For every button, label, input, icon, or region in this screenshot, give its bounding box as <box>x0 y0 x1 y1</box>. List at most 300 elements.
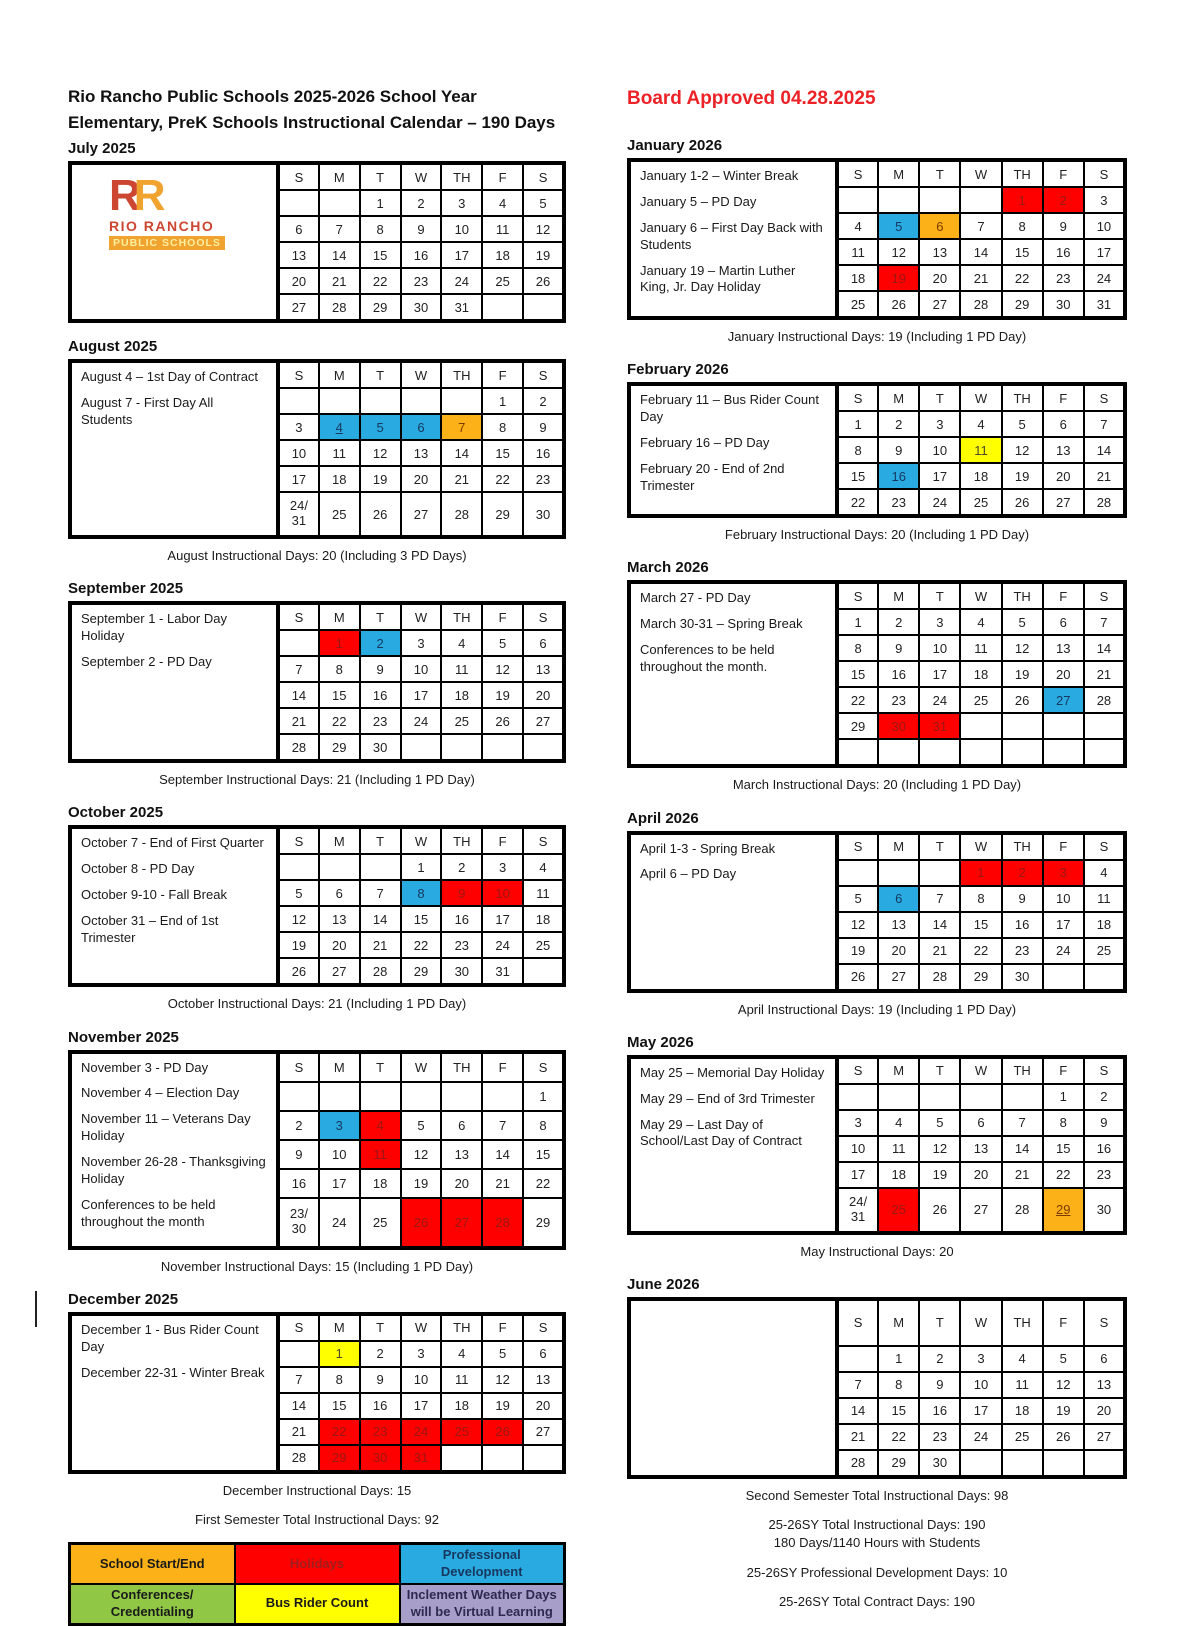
day-number: 5 <box>499 635 507 651</box>
weekday-header: TH <box>441 1052 482 1082</box>
day-cell <box>919 1188 960 1233</box>
day-number: 16 <box>372 687 388 703</box>
day-cell <box>523 1111 564 1140</box>
day-cell <box>837 213 878 239</box>
day-cell <box>278 242 319 268</box>
day-number: 26 <box>850 969 866 985</box>
day-cell <box>1002 635 1043 661</box>
day-number: 28 <box>372 963 388 979</box>
day-cell <box>319 414 360 440</box>
day-cell <box>960 1424 1001 1450</box>
day-number: 19 <box>495 1398 510 1414</box>
day-number: 15 <box>495 445 510 461</box>
empty-cell <box>1002 739 1043 766</box>
day-number: 5 <box>376 419 384 435</box>
day-cell <box>523 630 564 656</box>
day-cell <box>878 265 919 291</box>
weekday-header-row <box>70 361 564 388</box>
day-cell <box>319 294 360 321</box>
day-number: 11 <box>332 445 347 461</box>
day-number: 29 <box>891 1455 906 1471</box>
day-cell <box>401 1419 442 1445</box>
day-cell <box>1084 912 1125 938</box>
month-note: November 4 – Election Day <box>81 1085 240 1101</box>
day-number: 20 <box>1056 468 1071 484</box>
day-cell <box>878 1450 919 1477</box>
day-cell <box>401 1393 442 1419</box>
day-number: 14 <box>372 911 388 927</box>
day-number: 4 <box>977 416 985 432</box>
day-number: 1 <box>335 1346 343 1362</box>
day-cell <box>441 242 482 268</box>
day-cell <box>919 265 960 291</box>
weekday-header-row <box>629 384 1125 411</box>
day-number: 23/ 30 <box>289 1206 308 1237</box>
weekday-header: W <box>401 163 442 190</box>
day-cell <box>960 213 1001 239</box>
day-number: 14 <box>973 244 989 260</box>
day-cell <box>1002 964 1043 991</box>
day-number: 17 <box>495 911 510 927</box>
day-number: 25 <box>535 937 551 953</box>
day-cell <box>960 609 1001 635</box>
day-cell <box>1043 1188 1084 1233</box>
day-number: 20 <box>332 937 347 953</box>
day-number: 7 <box>1018 1115 1026 1131</box>
day-number: 19 <box>932 1167 948 1183</box>
day-number: 10 <box>413 1372 429 1388</box>
weekday-header: W <box>401 1314 442 1341</box>
day-cell <box>278 216 319 242</box>
day-number: 20 <box>291 273 307 289</box>
day-cell <box>360 268 401 294</box>
weekday-header: W <box>960 384 1001 411</box>
day-cell <box>1002 912 1043 938</box>
empty-cell <box>878 1084 919 1110</box>
day-number: 19 <box>291 937 307 953</box>
day-number: 26 <box>891 296 906 312</box>
day-number: 11 <box>851 244 865 260</box>
day-cell <box>401 268 442 294</box>
day-number: 3 <box>936 416 944 432</box>
day-cell <box>401 190 442 216</box>
day-number: 4 <box>895 1115 903 1131</box>
empty-cell <box>319 1082 360 1111</box>
weekday-header: TH <box>1002 833 1043 860</box>
day-number: 5 <box>295 885 303 901</box>
day-cell <box>319 630 360 656</box>
weekday-header: F <box>482 603 523 630</box>
day-cell <box>441 1367 482 1393</box>
empty-cell <box>482 734 523 761</box>
weekday-header: S <box>837 833 878 860</box>
weekday-header: TH <box>1002 384 1043 411</box>
day-number: 1 <box>854 416 862 432</box>
day-number: 23 <box>891 692 906 708</box>
day-number: 1 <box>499 393 507 409</box>
day-cell <box>319 242 360 268</box>
day-number: 10 <box>973 1377 989 1393</box>
day-cell <box>278 656 319 682</box>
day-cell <box>523 190 564 216</box>
day-number: 7 <box>854 1377 862 1393</box>
month-notes <box>629 160 837 318</box>
empty-cell <box>319 388 360 414</box>
day-number: 2 <box>295 1117 303 1133</box>
month-notes <box>629 1299 837 1477</box>
empty-cell <box>1043 1450 1084 1477</box>
day-cell <box>523 242 564 268</box>
day-number: 18 <box>332 471 347 487</box>
day-number: 27 <box>413 506 429 522</box>
month-notes <box>629 833 837 991</box>
month-calendar <box>627 382 1127 518</box>
month-title: June 2026 <box>627 1275 700 1293</box>
day-cell <box>1043 938 1084 964</box>
day-cell <box>960 1398 1001 1424</box>
weekday-header: M <box>319 827 360 854</box>
day-number: 15 <box>973 917 989 933</box>
day-cell <box>278 1169 319 1198</box>
day-cell <box>837 1162 878 1188</box>
day-number: 11 <box>536 885 550 901</box>
empty-cell <box>278 1341 319 1367</box>
day-cell <box>523 932 564 958</box>
document-title <box>68 84 566 135</box>
day-number: 4 <box>376 1117 384 1133</box>
day-number: 22 <box>1056 1167 1071 1183</box>
day-cell <box>401 1445 442 1472</box>
day-number: 7 <box>335 221 343 237</box>
day-cell <box>919 463 960 489</box>
day-number: 9 <box>539 419 547 435</box>
day-cell <box>278 466 319 492</box>
day-cell <box>1002 489 1043 516</box>
day-number: 23 <box>372 1424 388 1440</box>
day-cell <box>1084 1084 1125 1110</box>
day-number: 4 <box>458 635 466 651</box>
weekday-header: S <box>523 603 564 630</box>
day-cell <box>523 1140 564 1169</box>
weekday-header: S <box>837 384 878 411</box>
day-cell <box>1043 1084 1084 1110</box>
day-number: 13 <box>932 244 948 260</box>
day-cell <box>523 906 564 932</box>
day-number: 26 <box>372 506 388 522</box>
day-cell <box>441 656 482 682</box>
day-cell <box>919 239 960 265</box>
weekday-header: M <box>878 1057 919 1084</box>
month-march-2026 <box>627 559 1127 794</box>
day-number: 28 <box>332 299 347 315</box>
document-title-line2: Elementary, PreK Schools Instructional Calendar – 190 Days <box>68 112 556 132</box>
day-number: 23 <box>372 713 388 729</box>
day-cell <box>1084 187 1125 213</box>
day-number: 16 <box>454 911 470 927</box>
empty-cell <box>1002 1084 1043 1110</box>
day-number: 27 <box>332 963 347 979</box>
weekday-header: F <box>482 1052 523 1082</box>
day-cell <box>360 1111 401 1140</box>
day-cell <box>1043 437 1084 463</box>
day-cell <box>1084 687 1125 713</box>
empty-cell <box>1084 713 1125 739</box>
month-note: October 8 - PD Day <box>81 861 195 877</box>
day-cell <box>319 1198 360 1248</box>
day-cell <box>360 708 401 734</box>
day-number: 1 <box>1018 192 1026 208</box>
month-note: November 11 – Veterans Day Holiday <box>81 1111 251 1144</box>
empty-cell <box>278 190 319 216</box>
day-number: 4 <box>1100 865 1108 881</box>
day-number: 6 <box>417 419 425 435</box>
day-cell <box>319 880 360 906</box>
day-number: 1 <box>854 614 862 630</box>
day-cell <box>960 687 1001 713</box>
empty-cell <box>523 1445 564 1472</box>
weekday-header: W <box>401 603 442 630</box>
day-number: 24/ 31 <box>849 1193 868 1224</box>
day-cell <box>837 489 878 516</box>
day-number: 2 <box>895 416 903 432</box>
day-number: 3 <box>977 1351 985 1367</box>
day-number: 27 <box>891 969 906 985</box>
day-number: 6 <box>539 1346 547 1362</box>
day-number: 22 <box>372 273 388 289</box>
day-number: 17 <box>1056 917 1071 933</box>
day-number: 29 <box>372 299 388 315</box>
day-cell <box>319 708 360 734</box>
day-cell <box>1084 1346 1125 1372</box>
day-cell <box>319 1445 360 1472</box>
day-cell <box>960 1188 1001 1233</box>
day-number: 22 <box>850 692 866 708</box>
day-number: 12 <box>413 1146 429 1162</box>
day-number: 11 <box>373 1146 387 1162</box>
day-number: 3 <box>1100 192 1108 208</box>
day-cell <box>960 411 1001 437</box>
month-title: August 2025 <box>68 338 158 355</box>
weekday-header: TH <box>441 827 482 854</box>
day-number: 16 <box>891 666 906 682</box>
month-december-2025 <box>68 1291 566 1529</box>
weekday-header: TH <box>1002 160 1043 187</box>
weekday-header: S <box>278 827 319 854</box>
day-number: 19 <box>1014 468 1030 484</box>
day-cell <box>401 906 442 932</box>
day-cell <box>960 964 1001 991</box>
day-number: 20 <box>454 1175 470 1191</box>
empty-cell <box>1002 713 1043 739</box>
weekday-header: M <box>319 1314 360 1341</box>
day-number: 28 <box>1014 1202 1030 1218</box>
day-number: 16 <box>1056 244 1071 260</box>
day-cell <box>837 437 878 463</box>
empty-cell <box>878 860 919 886</box>
empty-cell <box>919 860 960 886</box>
day-number: 15 <box>535 1146 551 1162</box>
day-cell <box>278 1367 319 1393</box>
day-number: 5 <box>499 1346 507 1362</box>
day-cell <box>319 1140 360 1169</box>
day-cell <box>1043 661 1084 687</box>
day-cell <box>482 1198 523 1248</box>
month-note: September 1 - Labor Day Holiday <box>81 611 227 644</box>
month-note: January 19 – Martin Luther King, Jr. Day Holiday <box>640 262 796 295</box>
day-number: 17 <box>291 471 307 487</box>
weekday-header: S <box>278 361 319 388</box>
day-number: 16 <box>535 445 551 461</box>
day-number: 3 <box>499 859 507 875</box>
day-number: 30 <box>1056 296 1071 312</box>
weekday-header: M <box>878 582 919 609</box>
day-number: 11 <box>891 1141 906 1157</box>
day-number: 30 <box>932 1455 948 1471</box>
day-number: 8 <box>417 885 425 901</box>
day-number: 15 <box>1056 1141 1071 1157</box>
weekday-header: S <box>278 1314 319 1341</box>
day-number: 12 <box>495 1372 510 1388</box>
day-number: 25 <box>850 296 866 312</box>
day-number: 5 <box>854 891 862 907</box>
day-cell <box>401 958 442 985</box>
month-calendar <box>68 825 566 987</box>
day-cell <box>523 854 564 880</box>
day-number: 15 <box>891 1403 906 1419</box>
weekday-header: TH <box>1002 1299 1043 1346</box>
day-cell <box>278 492 319 537</box>
empty-cell <box>360 388 401 414</box>
day-number: 13 <box>413 445 429 461</box>
day-cell <box>919 411 960 437</box>
day-number: 7 <box>977 218 985 234</box>
day-cell <box>441 268 482 294</box>
day-number: 12 <box>1014 442 1030 458</box>
day-cell <box>319 492 360 537</box>
day-cell <box>960 661 1001 687</box>
day-number: 4 <box>458 1346 466 1362</box>
day-cell <box>1084 661 1125 687</box>
day-cell <box>523 880 564 906</box>
day-cell <box>278 1393 319 1419</box>
day-cell <box>919 1346 960 1372</box>
month-caption: March Instructional Days: 20 (Including 1 PD Day) <box>732 777 1022 793</box>
weekday-header: W <box>401 1052 442 1082</box>
day-cell <box>482 1140 523 1169</box>
day-number: 7 <box>376 885 384 901</box>
day-cell <box>278 932 319 958</box>
weekday-header: T <box>360 361 401 388</box>
day-number: 20 <box>413 471 429 487</box>
day-cell <box>878 239 919 265</box>
day-cell <box>360 958 401 985</box>
day-cell <box>482 388 523 414</box>
day-cell <box>401 216 442 242</box>
day-number: 24 <box>1056 943 1071 959</box>
day-cell <box>401 440 442 466</box>
day-cell <box>523 466 564 492</box>
day-cell <box>1043 1136 1084 1162</box>
day-number: 3 <box>1059 865 1067 881</box>
weekday-header: S <box>1084 582 1125 609</box>
day-number: 18 <box>1014 1403 1030 1419</box>
day-cell <box>360 1367 401 1393</box>
day-cell <box>482 932 523 958</box>
day-cell <box>1002 687 1043 713</box>
day-number: 29 <box>332 1450 347 1466</box>
day-number: 30 <box>891 718 906 734</box>
day-cell <box>960 489 1001 516</box>
day-number: 10 <box>1096 218 1112 234</box>
day-number: 8 <box>376 221 384 237</box>
day-cell <box>919 964 960 991</box>
day-number: 9 <box>295 1146 303 1162</box>
day-cell <box>278 682 319 708</box>
day-number: 5 <box>1059 1351 1067 1367</box>
day-number: 13 <box>1056 640 1071 656</box>
empty-cell <box>523 958 564 985</box>
day-number: 21 <box>495 1175 510 1191</box>
month-november-2025 <box>68 1029 566 1276</box>
weekday-header: F <box>482 163 523 190</box>
day-cell <box>1043 687 1084 713</box>
day-number: 4 <box>499 195 507 211</box>
day-cell <box>1002 213 1043 239</box>
empty-cell <box>441 1082 482 1111</box>
day-cell <box>837 1398 878 1424</box>
day-cell <box>319 1419 360 1445</box>
weekday-header: F <box>482 827 523 854</box>
month-caption: November Instructional Days: 15 (Including 1 PD Day) <box>160 1258 474 1274</box>
day-cell <box>360 1393 401 1419</box>
month-note: April 6 – PD Day <box>640 866 737 882</box>
month-october-2025 <box>68 804 566 1013</box>
weekday-header: S <box>523 1314 564 1341</box>
month-notes <box>629 1057 837 1233</box>
empty-cell <box>278 1082 319 1111</box>
day-cell <box>401 414 442 440</box>
day-number: 10 <box>413 661 429 677</box>
day-number: 20 <box>973 1167 989 1183</box>
day-cell <box>441 630 482 656</box>
empty-cell <box>919 187 960 213</box>
day-cell <box>878 291 919 318</box>
day-cell <box>1002 938 1043 964</box>
day-number: 30 <box>1014 969 1030 985</box>
day-number: 13 <box>973 1141 989 1157</box>
day-number: 3 <box>854 1115 862 1131</box>
day-number: 18 <box>891 1167 906 1183</box>
day-number: 31 <box>413 1450 429 1466</box>
day-cell <box>1084 1136 1125 1162</box>
empty-cell <box>878 739 919 766</box>
day-cell <box>441 190 482 216</box>
weekday-header: W <box>960 1299 1001 1346</box>
day-cell <box>837 912 878 938</box>
month-notes <box>629 384 837 516</box>
day-cell <box>401 880 442 906</box>
legend-item-bus: Bus Rider Count <box>235 1584 400 1624</box>
empty-cell <box>878 187 919 213</box>
day-number: 6 <box>1059 416 1067 432</box>
day-cell <box>1043 1110 1084 1136</box>
day-number: 2 <box>936 1351 944 1367</box>
weekday-header: S <box>1084 1057 1125 1084</box>
day-cell <box>1084 1424 1125 1450</box>
weekday-header: S <box>523 163 564 190</box>
month-caption: May Instructional Days: 20 <box>800 1243 954 1259</box>
weekday-header: S <box>278 163 319 190</box>
